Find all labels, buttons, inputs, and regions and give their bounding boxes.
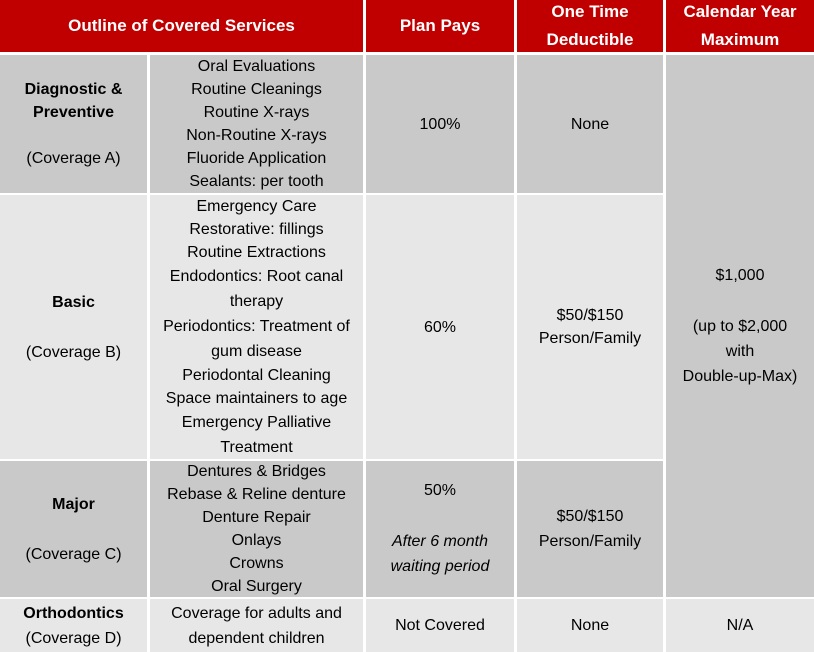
header-deductible-line2: Deductible — [546, 30, 634, 49]
deductible-value: $50/$150 — [556, 508, 624, 525]
plan-pays-value: Not Covered — [395, 617, 485, 634]
header-maximum-line2: Maximum — [700, 30, 780, 49]
deductible-value: Person/Family — [538, 330, 642, 347]
row-d-deductible — [517, 599, 663, 652]
service-item: Periodontics: Treatment of — [163, 317, 350, 335]
row-b-plan-pays — [366, 195, 514, 459]
row-d-category — [0, 599, 147, 652]
deductible-value: $50/$150 — [556, 307, 624, 324]
service-item: Oral Evaluations — [197, 58, 316, 75]
row-c-deductible — [517, 461, 663, 597]
row-a-category — [0, 55, 147, 193]
service-item: Routine X-rays — [203, 104, 310, 121]
service-item: Routine Extractions — [187, 243, 326, 261]
coverage-label: (Coverage C) — [25, 545, 122, 563]
row-a-services — [150, 55, 363, 193]
service-item: Oral Surgery — [211, 578, 302, 595]
service-item: Periodontal Cleaning — [182, 366, 331, 384]
service-item: therapy — [229, 292, 284, 310]
row-a-deductible — [517, 55, 663, 193]
row-d-plan-pays — [366, 599, 514, 652]
category-label: Preventive — [33, 104, 114, 121]
row-c-category — [0, 461, 147, 597]
row-b-services — [150, 195, 363, 459]
header-deductible — [517, 0, 663, 52]
service-item: Emergency Palliative — [181, 413, 332, 431]
coverage-label: (Coverage A) — [26, 150, 121, 167]
service-item: Space maintainers to age — [165, 389, 348, 407]
service-item: gum disease — [211, 342, 302, 360]
category-label: Orthodontics — [23, 604, 124, 622]
deductible-value: None — [570, 115, 610, 133]
coverage-label: (Coverage B) — [25, 343, 122, 361]
waiting-period-note: After 6 month — [391, 533, 489, 550]
category-label: Major — [52, 495, 95, 513]
service-item: Endodontics: Root canal — [169, 267, 344, 285]
row-c-plan-pays — [366, 461, 514, 597]
service-item: Onlays — [231, 532, 282, 549]
service-item: Sealants: per tooth — [189, 173, 324, 190]
calendar-year-maximum — [666, 55, 814, 597]
header-maximum-line1: Calendar Year — [683, 2, 797, 21]
header-plan-pays-label: Plan Pays — [399, 16, 481, 35]
service-item: Rebase & Reline denture — [167, 486, 346, 503]
service-item: Coverage for adults and — [171, 604, 342, 622]
header-deductible-line1: One Time — [551, 2, 629, 21]
row-c-services — [150, 461, 363, 597]
service-item: Non-Routine X-rays — [186, 127, 327, 144]
row-d-maximum — [666, 599, 814, 652]
row-b-deductible — [517, 195, 663, 459]
row-d-services — [150, 599, 363, 652]
maximum-note: Double-up-Max) — [682, 367, 798, 385]
plan-pays-value: 100% — [419, 115, 461, 133]
maximum-note: with — [725, 342, 755, 360]
service-item: Fluoride Application — [186, 150, 327, 167]
category-label: Basic — [52, 293, 95, 311]
row-b-category — [0, 195, 147, 459]
row-a-plan-pays — [366, 55, 514, 193]
plan-pays-value: 50% — [423, 482, 457, 499]
category-label: Diagnostic & — [24, 81, 123, 98]
service-item: Treatment — [220, 438, 293, 456]
plan-pays-value: 60% — [423, 318, 457, 336]
service-item: Emergency Care — [196, 197, 317, 215]
header-maximum — [666, 0, 814, 52]
maximum-amount: $1,000 — [715, 266, 765, 284]
maximum-value: N/A — [726, 617, 754, 634]
service-item: Routine Cleanings — [191, 81, 322, 98]
service-item: Crowns — [229, 555, 284, 572]
service-item: Denture Repair — [202, 509, 311, 526]
service-item: Dentures & Bridges — [187, 463, 326, 480]
header-services — [0, 0, 363, 52]
coverage-label: (Coverage D) — [25, 629, 122, 647]
service-item: Restorative: fillings — [189, 220, 324, 238]
deductible-value: None — [570, 617, 610, 634]
header-plan-pays — [366, 0, 514, 52]
deductible-value: Person/Family — [538, 533, 642, 550]
maximum-note: (up to $2,000 — [692, 317, 788, 335]
service-item: dependent children — [188, 629, 325, 647]
waiting-period-note: waiting period — [390, 558, 490, 575]
header-services-label: Outline of Covered Services — [68, 16, 295, 35]
